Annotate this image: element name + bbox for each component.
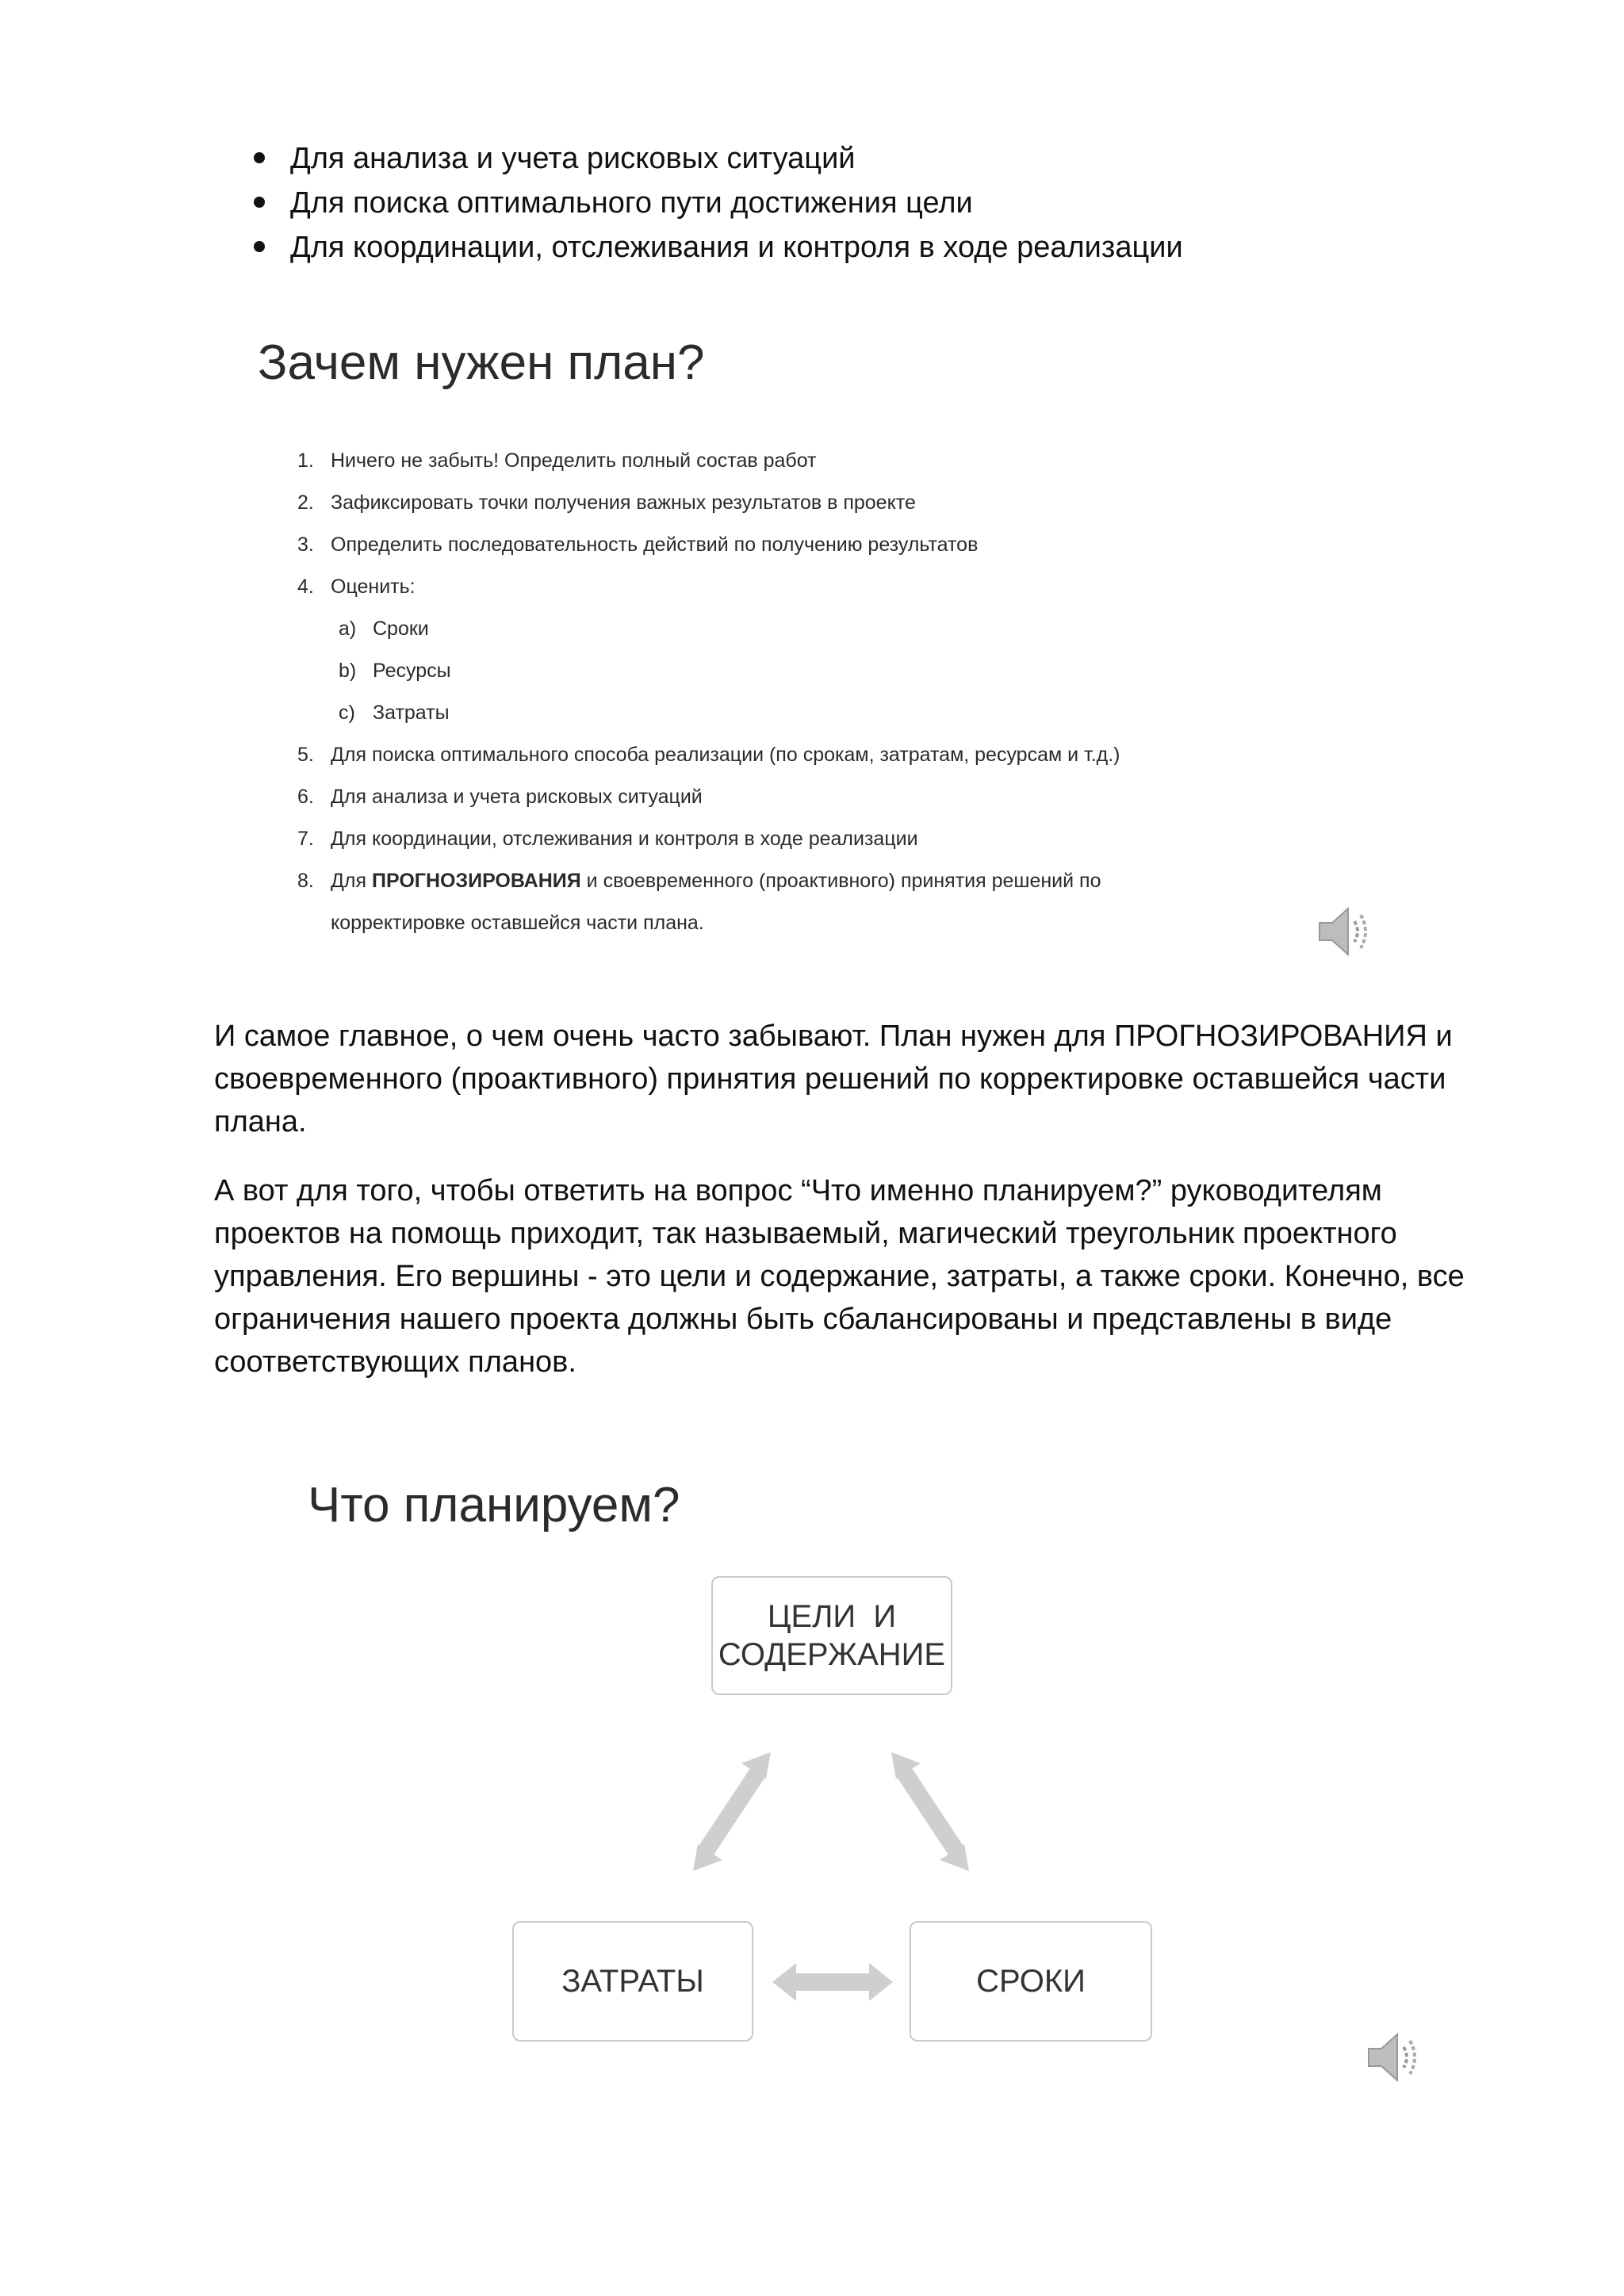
slide2-title: Что планируем? — [308, 1478, 680, 1533]
costs-label: ЗАТРАТЫ — [561, 1964, 704, 1999]
slide1-title: Зачем нужен план? — [258, 335, 705, 390]
item-text: Зафиксировать точки получения важных результатов в проекте — [331, 492, 916, 514]
paragraph: И самое главное, о чем очень часто забывают. План нужен для ПРОГНОЗИРОВАНИЯ и своевременного (проактивного) принятия решений по корректировке оставшейся части плана. — [214, 1020, 1453, 1138]
item-text: Для поиска оптимального способа реализации (по срокам, затратам, ресурсам и т.д.) — [331, 744, 1120, 766]
goals-label-line1: ЦЕЛИ И — [767, 1599, 897, 1634]
paragraph: А вот для того, чтобы ответить на вопрос “Что именно планируем?” руководителям проектов на помощь приходит, так называемый, магический треугольник проектного управления. Его вершины - это цели и содержание, затраты, а также сроки. Конечно, все ограничения нашего проекта должны быть сбалансированы и представлены в виде соответствующих планов. — [214, 1174, 1465, 1379]
item-text: Ресурсы — [373, 660, 451, 682]
item-number: 3. — [297, 534, 314, 556]
time-label: СРОКИ — [976, 1964, 1086, 1999]
item-text: Определить последовательность действий по получению результатов — [331, 534, 979, 556]
item-number: 5. — [297, 744, 314, 766]
item-number: b) — [339, 660, 357, 682]
item-text-after: и своевременного (проактивного) принятия решений по — [580, 870, 1101, 892]
item-text-bold: ПРОГНОЗИРОВАНИЯ — [372, 870, 581, 892]
bullet-item: Для координации, отслеживания и контроля в ходе реализации — [252, 225, 1183, 270]
item-number: 1. — [297, 450, 314, 472]
item-number: c) — [339, 702, 355, 724]
right-diagonal-arrow-icon — [891, 1752, 969, 1871]
item-number: 6. — [297, 786, 314, 808]
item-number: 4. — [297, 576, 314, 598]
goals-label-line2: СОДЕРЖАНИЕ — [718, 1637, 946, 1672]
item-text: Сроки — [373, 618, 429, 640]
item-number: 8. — [297, 870, 314, 892]
item-text: Для координации, отслеживания и контроля в ходе реализации — [331, 828, 918, 850]
item-number: a) — [339, 618, 357, 640]
item-text: Для анализа и учета рисковых ситуаций — [331, 786, 703, 808]
item-text: Ничего не забыть! Определить полный состав работ — [331, 450, 817, 472]
left-diagonal-arrow-icon — [693, 1752, 771, 1871]
bullet-item: Для анализа и учета рисковых ситуаций — [252, 136, 1183, 181]
item-text: корректировке оставшейся части плана. — [331, 912, 704, 934]
item-text: Оценить: — [331, 576, 416, 598]
speaker-icon[interactable] — [1365, 2030, 1429, 2085]
item-text-before: Для — [331, 870, 373, 892]
bullet-item: Для поиска оптимального пути достижения цели — [252, 181, 1183, 225]
item-number: 2. — [297, 492, 314, 514]
horizontal-arrow-icon — [772, 1963, 893, 2001]
item-number: 7. — [297, 828, 314, 850]
item-text: Затраты — [373, 702, 450, 724]
